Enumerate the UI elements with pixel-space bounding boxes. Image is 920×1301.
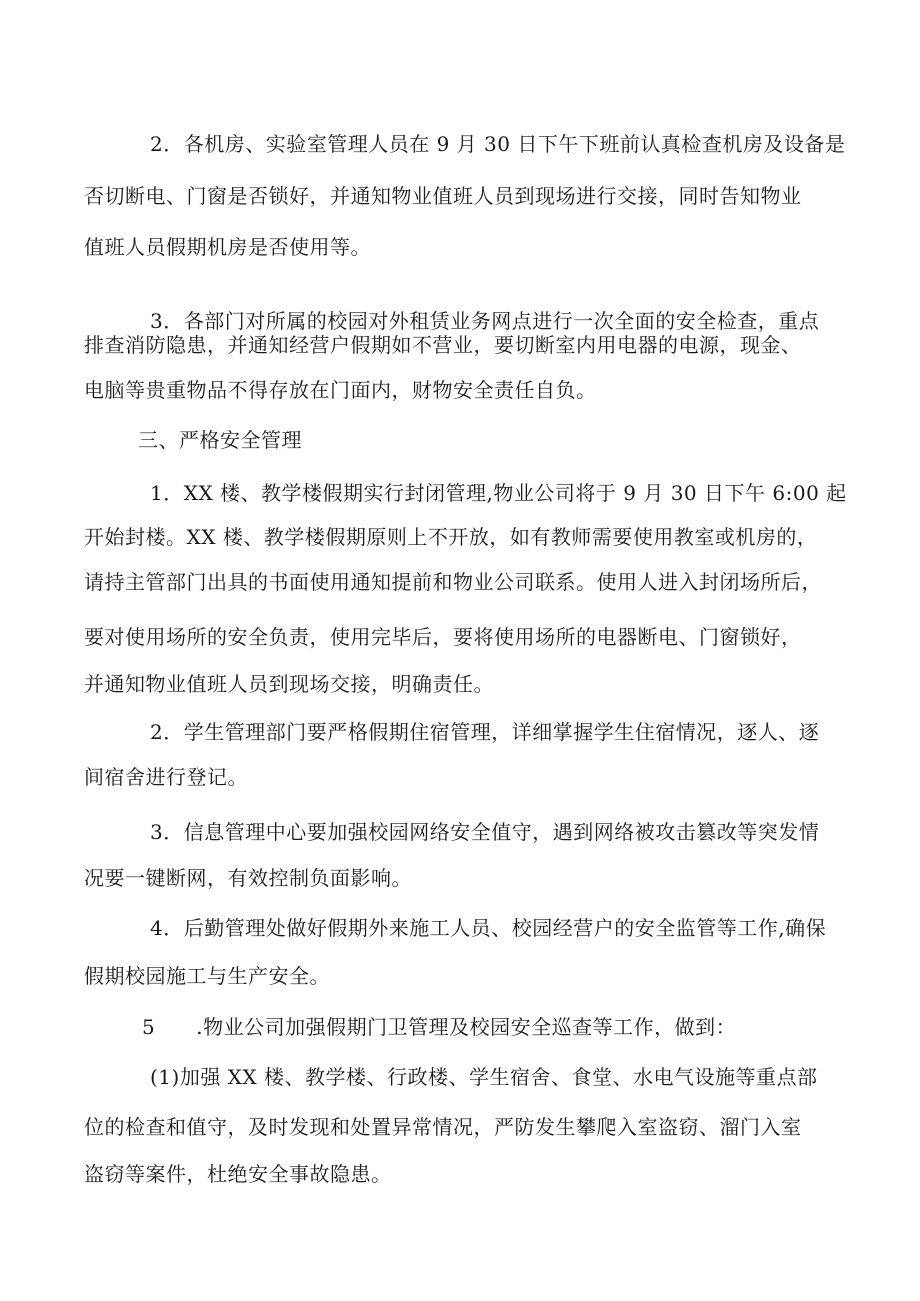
- text-line: 位的检查和值守，及时发现和处置异常情况，严防发生攀爬入室盗窃、溜门入室: [84, 1115, 802, 1139]
- text-line: 间宿舍进行登记。: [84, 765, 248, 789]
- text-line: 电脑等贵重物品不得存放在门面内，财物安全责任自负。: [84, 378, 597, 402]
- section-heading: 三、严格安全管理: [138, 428, 302, 452]
- text-line: 4．后勤管理处做好假期外来施工人员、校园经营户的安全监管等工作,确保: [150, 916, 827, 940]
- text-line: 3．信息管理中心要加强校园网络安全值守，遇到网络被攻击篡改等突发情: [150, 820, 820, 844]
- text-line: 2．学生管理部门要严格假期住宿管理，详细掌握学生住宿情况，逐人、逐: [150, 720, 820, 744]
- text-line: 排查消防隐患，并通知经营户假期如不营业，要切断室内用电器的电源，现金、: [84, 333, 802, 357]
- text-line: 否切断电、门窗是否锁好，并通知物业值班人员到现场进行交接，同时告知物业: [84, 184, 802, 208]
- text-line: 开始封楼。XX 楼、教学楼假期原则上不开放，如有教师需要使用教室或机房的，: [84, 525, 818, 549]
- text-line: 3．各部门对所属的校园对外租赁业务网点进行一次全面的安全检查，重点: [150, 309, 820, 333]
- text-line: 值班人员假期机房是否使用等。: [84, 235, 371, 259]
- text-line: 并通知物业值班人员到现场交接，明确责任。: [84, 672, 494, 696]
- text-line: 5 .物业公司加强假期门卫管理及校园安全巡查等工作，做到：: [142, 1015, 737, 1039]
- text-line: 盗窃等案件，杜绝安全事故隐患。: [84, 1162, 392, 1186]
- text-line: 假期校园施工与生产安全。: [84, 964, 330, 988]
- text-line: 况要一键断网，有效控制负面影响。: [84, 866, 412, 890]
- text-line: 2．各机房、实验室管理人员在 9 月 30 日下午下班前认真检查机房及设备是: [150, 132, 846, 156]
- text-line: (1)加强 XX 楼、教学楼、行政楼、学生宿舍、食堂、水电气设施等重点部: [150, 1065, 818, 1089]
- text-line: 1．XX 楼、教学楼假期实行封闭管理,物业公司将于 9 月 30 日下午 6:00 起: [150, 481, 847, 505]
- text-line: 请持主管部门出具的书面使用通知提前和物业公司联系。使用人进入封闭场所后，: [84, 570, 822, 594]
- text-line: 要对使用场所的安全负责，使用完毕后，要将使用场所的电器断电、门窗锁好，: [84, 625, 802, 649]
